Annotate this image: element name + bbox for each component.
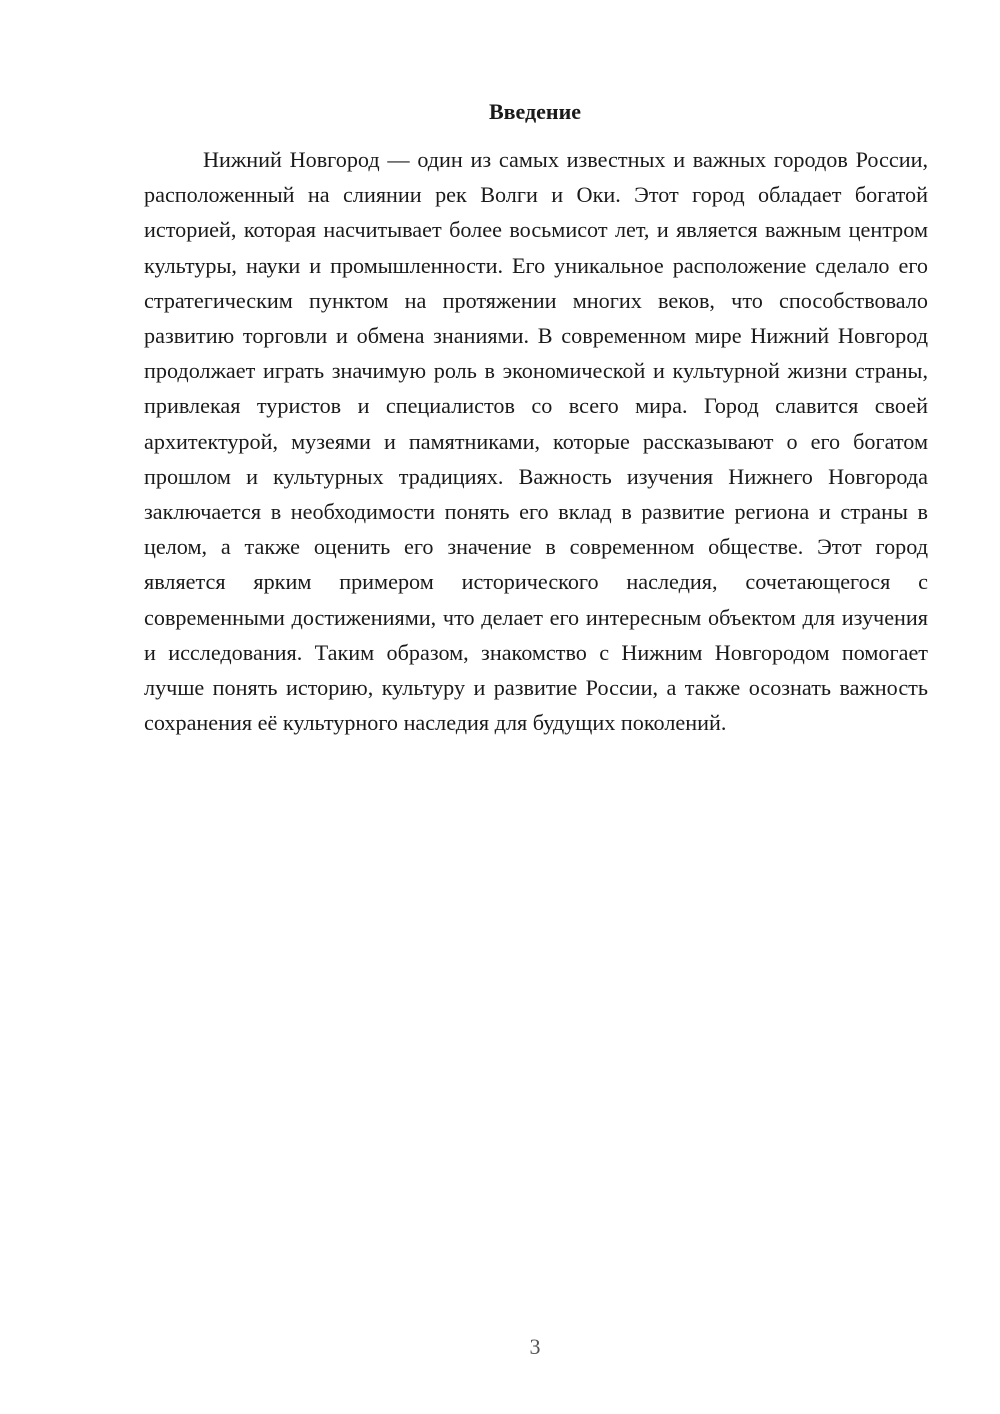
page-number: 3	[529, 1334, 541, 1359]
section-title: Введение	[488, 99, 582, 124]
body-paragraph: Нижний Новгород — один из самых известных и важных городов России, расположенный на слиянии рек Волги и Оки. Этот город обладает богатой историей, которая насчитывает более восьмисот лет, и является важным центром культуры, науки и промышленности. Его уникальное расположение сделало его стратегическим пунктом на протяжении многих веков, что способствовало развитию торговли и обмена знаниями. В современном мире Нижний Новгород продолжает играть значимую роль в экономической и культурной жизни страны, привлекая туристов и специалистов со всего мира. Город славится своей архитектурой, музеями и памятниками, которые рассказывают о его богатом прошлом и культурных традициях. Важность изучения Нижнего Новгорода заключается в необходимости понять его вклад в развитие региона и страны в целом, а также оценить его значение в современном обществе. Этот город является ярким примером исторического наследия, сочетающегося с современными достижениями, что делает его интересным объектом для изучения и исследования. Таким образом, знакомство с Нижним Новгородом помогает лучше понять историю, культуру и развитие России, а также осознать важность сохранения её культурного наследия для будущих поколений.	[144, 147, 928, 736]
